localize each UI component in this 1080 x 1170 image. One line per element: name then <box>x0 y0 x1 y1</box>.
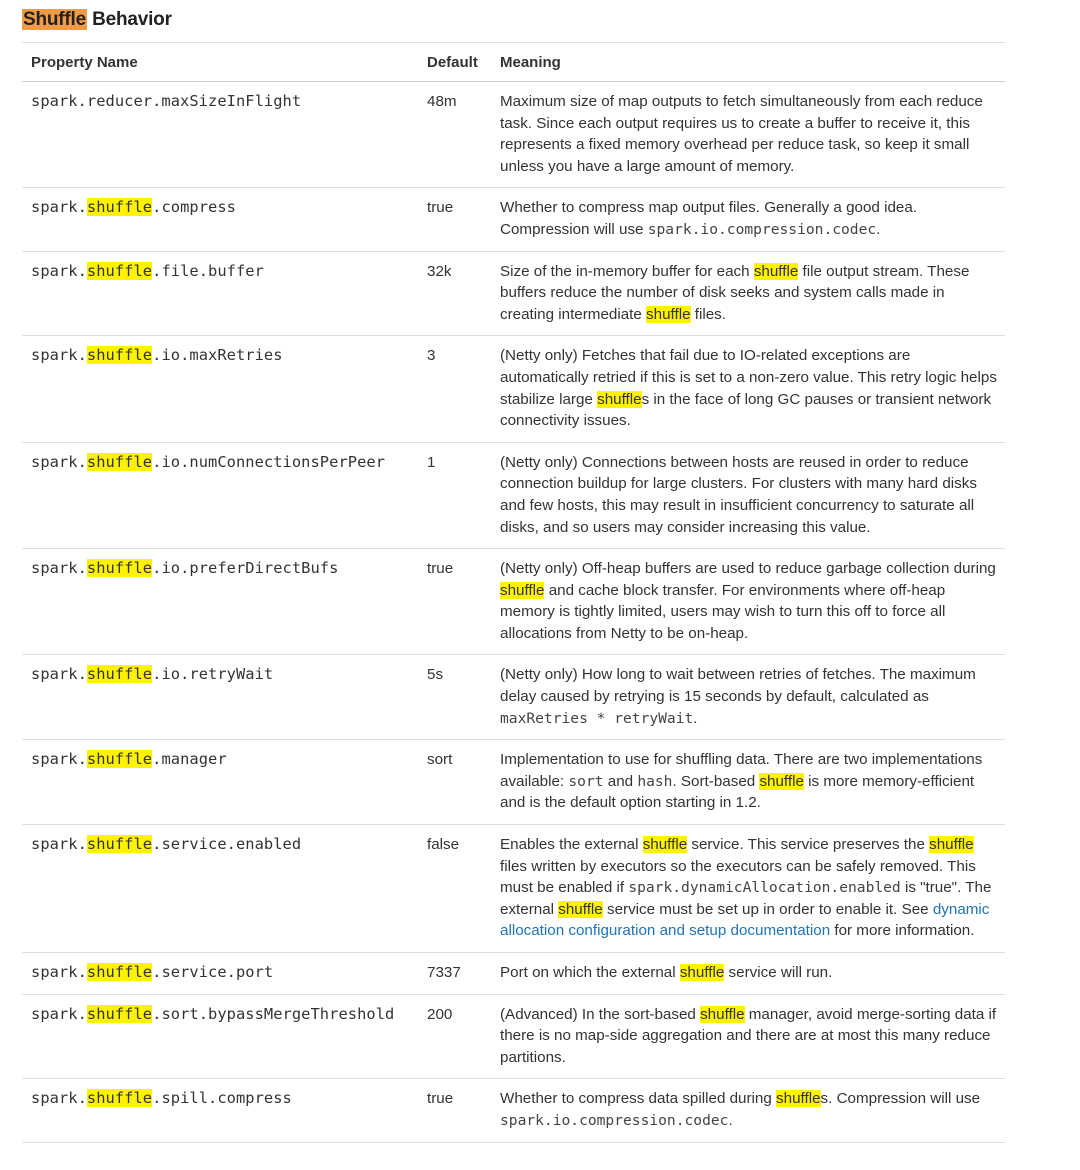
property-name <box>22 188 418 251</box>
name-prefix: spark. <box>31 452 87 471</box>
meaning-segment: (Netty only) How long to wait between retries of fetches. The maximum delay caused by retrying is 15 seconds by default, calculated as <box>500 666 976 706</box>
property-name <box>22 1079 418 1142</box>
inline-code: spark.io.compression.codec <box>500 1111 729 1129</box>
name-prefix: spark. <box>31 198 87 217</box>
name-prefix: spark. <box>31 665 87 684</box>
default-value: true <box>418 188 491 251</box>
table-row <box>22 740 1005 825</box>
name-highlight: shuffle <box>86 963 153 981</box>
meaning-text <box>491 953 1005 995</box>
table-row <box>22 953 1005 995</box>
name-highlight: shuffle <box>86 452 153 471</box>
heading-rest: Behavior <box>87 9 172 30</box>
meaning-text <box>491 994 1005 1079</box>
name-prefix: spark. <box>31 346 87 365</box>
meaning-segment: is more memory-efficient and is the default option starting in 1.2. <box>500 772 975 812</box>
name-prefix: spark.reducer.maxSizeInFlight <box>31 92 302 110</box>
name-prefix: spark. <box>31 835 87 854</box>
table-row <box>22 188 1005 251</box>
search-highlight: shuffle <box>753 262 799 280</box>
meaning-segment: Implementation to use for shuffling data. There are two implementations available: <box>500 751 983 790</box>
name-suffix: .io.maxRetries <box>152 346 283 365</box>
table-row <box>22 336 1005 442</box>
meaning-segment: service must be set up in order to enable it. See <box>602 900 933 918</box>
property-name <box>22 655 418 740</box>
table-row <box>22 655 1005 740</box>
table-row <box>22 1079 1005 1142</box>
property-name <box>22 251 418 336</box>
search-highlight: shuffle <box>597 390 642 408</box>
meaning-text <box>491 1079 1005 1142</box>
table-header-row <box>22 43 1005 82</box>
search-highlight: shuffle <box>679 964 725 981</box>
meaning-text <box>491 655 1005 740</box>
name-highlight: shuffle <box>86 261 153 280</box>
search-highlight: shuffle <box>929 836 974 854</box>
name-highlight: shuffle <box>86 665 153 684</box>
search-highlight: shuffle <box>558 900 603 918</box>
default-value: 200 <box>418 994 491 1079</box>
name-suffix: .io.retryWait <box>152 665 274 684</box>
dynamic-allocation-docs-link[interactable]: dynamic allocation configuration and setup documentation <box>500 900 990 940</box>
name-suffix: .service.enabled <box>152 835 302 854</box>
table-row <box>22 442 1005 548</box>
inline-code: maxRetries * retryWait <box>500 709 694 727</box>
meaning-text <box>491 740 1005 825</box>
header-default: Default <box>418 43 491 82</box>
meaning-text <box>491 549 1005 655</box>
name-highlight: shuffle <box>86 346 153 365</box>
meaning-segment: (Netty only) Fetches that fail due to IO-related exceptions are automatically retried if this is set to a non-zero value. This retry logic helps stabilize large <box>500 347 997 408</box>
meaning-segment: service will run. <box>724 964 833 981</box>
property-name <box>22 825 418 953</box>
search-highlight: shuffle <box>642 836 688 854</box>
meaning-segment: (Advanced) In the sort-based <box>500 1005 701 1023</box>
name-highlight: shuffle <box>86 1089 153 1108</box>
header-property-name: Property Name <box>22 43 418 82</box>
meaning-segment: s in the face of long GC pauses or transient network connectivity issues. <box>500 390 992 430</box>
meaning-segment: Port on which the external <box>500 964 680 981</box>
name-highlight: shuffle <box>86 1004 153 1023</box>
table-row <box>22 251 1005 336</box>
meaning-text <box>491 336 1005 442</box>
meaning-segment: . <box>693 709 698 727</box>
name-highlight: shuffle <box>86 835 153 854</box>
name-suffix: .spill.compress <box>152 1089 292 1108</box>
meaning-segment: . <box>876 220 881 238</box>
inline-code: sort <box>568 772 604 790</box>
name-highlight: shuffle <box>86 559 153 578</box>
meaning-segment: Whether to compress map output files. Generally a good idea. Compression will use <box>500 199 918 238</box>
meaning-segment: Size of the in-memory buffer for each <box>500 262 754 280</box>
meaning-segment: Maximum size of map outputs to fetch simultaneously from each reduce task. Since each output requires us to create a buffer to receive it, this represents a fixed memory overhead per reduce task, so keep it small unless you have a large amount of memory. <box>500 93 983 175</box>
meaning-segment: for more information. <box>830 922 975 940</box>
name-suffix: .io.numConnectionsPerPeer <box>152 452 386 471</box>
table-body <box>22 82 1005 1143</box>
table-row <box>22 549 1005 655</box>
meaning-text <box>491 188 1005 251</box>
property-name <box>22 953 418 995</box>
properties-table <box>22 43 1005 1143</box>
search-highlight: shuffle <box>646 305 691 323</box>
header-meaning: Meaning <box>491 43 1005 82</box>
search-highlight: shuffle <box>500 581 545 599</box>
meaning-segment: . <box>728 1111 733 1129</box>
meaning-segment: manager, avoid merge-sorting data if there is no map-side aggregation and there are at most this many reduce partitions. <box>500 1005 997 1066</box>
search-highlight: shuffle <box>776 1090 821 1108</box>
property-name <box>22 740 418 825</box>
name-prefix: spark. <box>31 559 87 578</box>
name-prefix: spark. <box>31 261 87 280</box>
meaning-segment: (Netty only) Connections between hosts are reused in order to reduce connection buildup for large clusters. For clusters with many hard disks and few hosts, this may result in insufficient concurrency to saturate all disks, and so users may consider increasing this value. <box>500 453 977 536</box>
meaning-segment: file output stream. These buffers reduce the number of disk seeks and system calls made in creating intermediate <box>500 262 970 323</box>
property-name <box>22 82 418 188</box>
meaning-segment: . Sort-based <box>672 772 760 790</box>
name-suffix: .file.buffer <box>152 261 264 280</box>
default-value: false <box>418 825 491 953</box>
property-name <box>22 549 418 655</box>
name-suffix: .service.port <box>152 963 274 981</box>
meaning-segment: Whether to compress data spilled during <box>500 1090 777 1108</box>
heading-highlight: Shuffle <box>23 9 86 30</box>
name-suffix: .io.preferDirectBufs <box>152 559 339 578</box>
name-prefix: spark. <box>31 750 87 769</box>
meaning-segment: and cache block transfer. For environments where off-heap memory is tightly limited, users may wish to turn this off to force all allocations from Netty to be on-heap. <box>500 581 946 642</box>
default-value: 32k <box>418 251 491 336</box>
meaning-segment: service. This service preserves the <box>687 836 930 854</box>
meaning-segment: s. Compression will use <box>820 1090 981 1108</box>
property-name <box>22 442 418 548</box>
default-value: 5s <box>418 655 491 740</box>
meaning-segment: (Netty only) Off-heap buffers are used to reduce garbage collection during <box>500 560 996 578</box>
name-highlight: shuffle <box>86 750 153 769</box>
meaning-segment: and <box>603 772 638 790</box>
table-row <box>22 825 1005 953</box>
name-prefix: spark. <box>31 963 87 981</box>
default-value: 7337 <box>418 953 491 995</box>
default-value: 1 <box>418 442 491 548</box>
inline-code: hash <box>637 772 673 790</box>
name-highlight: shuffle <box>86 198 153 217</box>
table-row <box>22 82 1005 188</box>
default-value: 48m <box>418 82 491 188</box>
name-prefix: spark. <box>31 1004 87 1023</box>
meaning-text <box>491 442 1005 548</box>
default-value: 3 <box>418 336 491 442</box>
property-name <box>22 336 418 442</box>
section-heading <box>22 9 172 31</box>
meaning-segment: files written by executors so the executors can be safely removed. This must be enabled if <box>500 857 976 897</box>
search-highlight: shuffle <box>700 1005 745 1023</box>
meaning-text <box>491 251 1005 336</box>
default-value: true <box>418 1079 491 1142</box>
default-value: sort <box>418 740 491 825</box>
table-row <box>22 994 1005 1079</box>
name-prefix: spark. <box>31 1089 87 1108</box>
name-suffix: .compress <box>152 198 236 217</box>
name-suffix: .manager <box>152 750 227 769</box>
default-value: true <box>418 549 491 655</box>
inline-code: spark.io.compression.codec <box>647 220 877 238</box>
property-name <box>22 994 418 1079</box>
meaning-segment: is "true". The external <box>500 879 992 918</box>
search-highlight: shuffle <box>759 772 804 790</box>
meaning-segment: files. <box>690 305 726 323</box>
inline-code: spark.dynamicAllocation.enabled <box>628 879 901 897</box>
name-suffix: .sort.bypassMergeThreshold <box>152 1004 395 1023</box>
meaning-text <box>491 82 1005 188</box>
meaning-text <box>491 825 1005 953</box>
meaning-segment: Enables the external <box>500 836 643 854</box>
